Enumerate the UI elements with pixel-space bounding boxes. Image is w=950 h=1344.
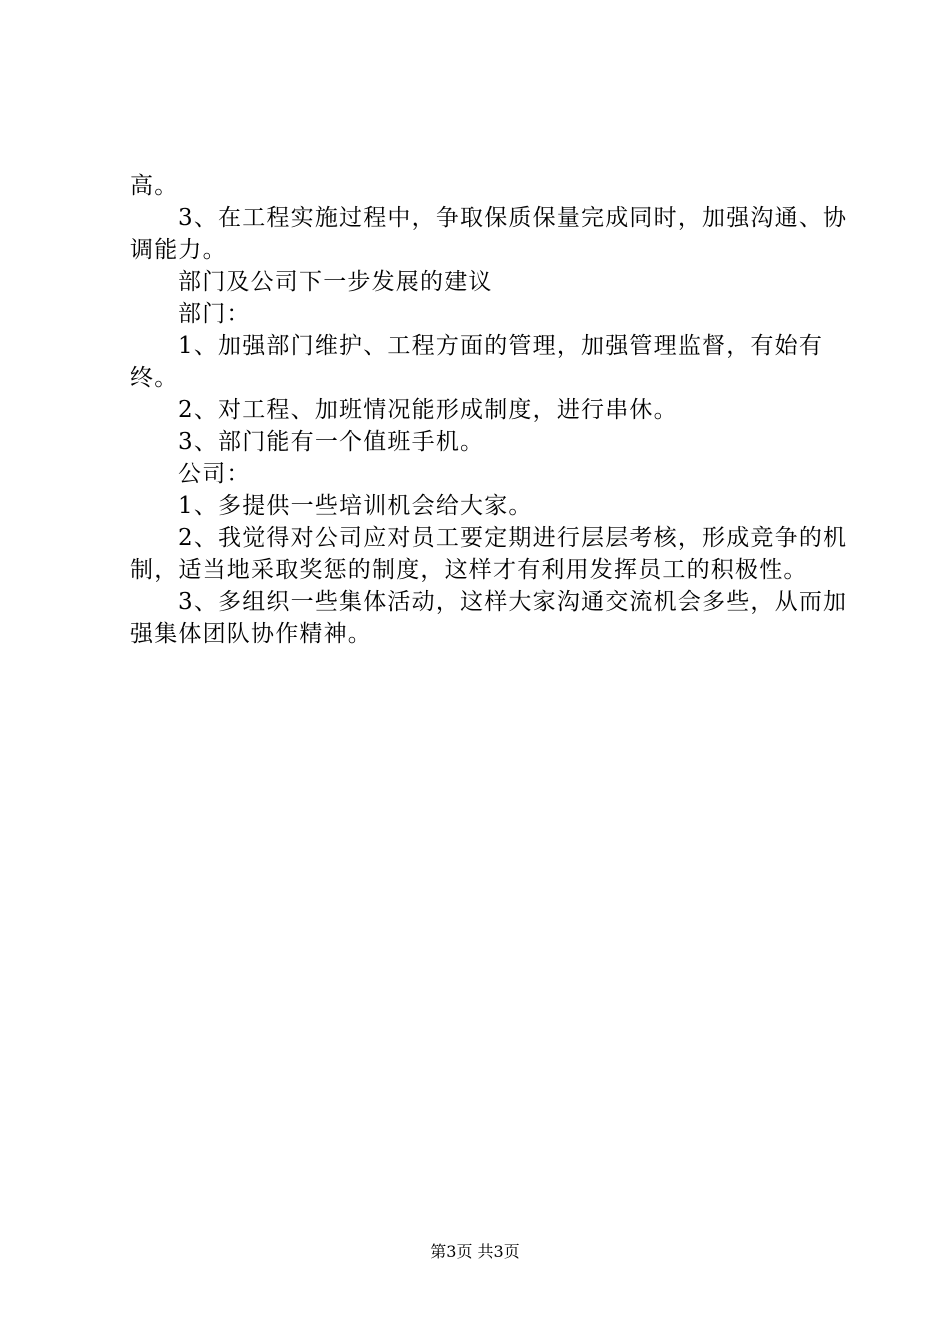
list-item: 1、加强部门维护、工程方面的管理，加强管理监督，有始有终。 — [130, 333, 824, 391]
list-item: 2、我觉得对公司应对员工要定期进行层层考核，形成竞争的机制，适当地采取奖惩的制度，这样才有利用发挥员工的积极性。 — [130, 525, 848, 583]
list-item: 3、多组织一些集体活动，这样大家沟通交流机会多些，从而加强集体团队协作精神。 — [130, 589, 848, 647]
subsection-label: 部门： — [178, 301, 251, 327]
subsection-label: 公司： — [178, 461, 251, 487]
list-item: 2、对工程、加班情况能形成制度，进行串休。 — [178, 397, 678, 423]
section-heading: 部门及公司下一步发展的建议 — [178, 269, 493, 295]
page-footer — [0, 1242, 950, 1262]
page-number: 第3页 共3页 — [430, 1242, 520, 1261]
document-body — [130, 170, 850, 650]
list-item: 3、部门能有一个值班手机。 — [178, 429, 485, 455]
paragraph: 高。 — [130, 173, 179, 199]
paragraph: 3、在工程实施过程中，争取保质保量完成同时，加强沟通、协调能力。 — [130, 205, 848, 263]
list-item: 1、多提供一些培训机会给大家。 — [178, 493, 533, 519]
